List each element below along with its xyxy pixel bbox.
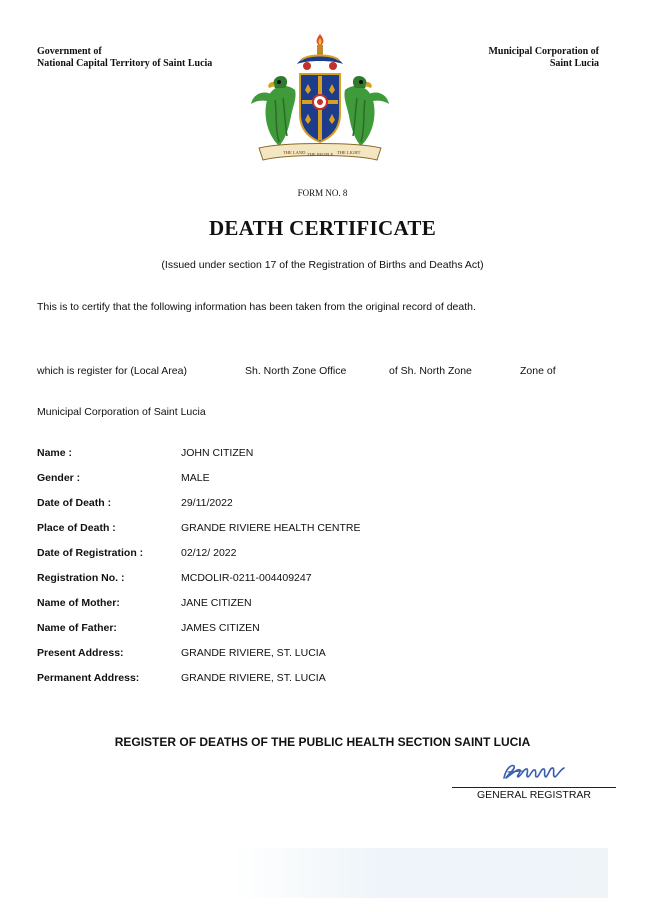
local-area-zone: of Sh. North Zone [389,365,472,377]
field-label: Name : [37,447,73,459]
issued-under-text: (Issued under section 17 of the Registration of Births and Deaths Act) [161,259,484,271]
local-area-zone-of: Zone of [520,365,556,377]
field-value: GRANDE RIVIERE HEALTH CENTRE [181,522,361,534]
field-value: MCDOLIR-0211-004409247 [181,572,312,584]
field-label: Name of Father: [37,622,117,634]
field-label: Permanent Address: [37,672,140,684]
field-label: Place of Death : [37,522,116,534]
field-value: JAMES CITIZEN [181,622,260,634]
municipal-line: Municipal Corporation of Saint Lucia [37,406,206,418]
field-label: Present Address: [37,647,124,659]
form-number: FORM NO. 8 [297,188,348,198]
header-right-line1: Municipal Corporation of [488,46,599,57]
field-value: GRANDE RIVIERE, ST. LUCIA [181,672,326,684]
coat-of-arms-icon [245,30,395,166]
field-value: MALE [181,472,210,484]
signature-line [452,787,616,788]
header-government [37,46,212,70]
motto-left: THE LAND [283,150,306,155]
field-value: 02/12/ 2022 [181,547,237,559]
scan-smudge [232,848,608,898]
local-area-office: Sh. North Zone Office [245,365,347,377]
field-label: Registration No. : [37,572,125,584]
field-label: Name of Mother: [37,597,120,609]
register-footer-title: REGISTER OF DEATHS OF THE PUBLIC HEALTH SECTION SAINT LUCIA [114,735,531,749]
certificate-title: DEATH CERTIFICATE [208,216,437,240]
local-area-label: which is register for (Local Area) [37,365,187,377]
field-label: Gender : [37,472,81,484]
certify-statement: This is to certify that the following information has been taken from the original record of death. [37,301,476,313]
general-registrar-label: GENERAL REGISTRAR [477,789,591,801]
header-municipal [488,46,599,70]
field-label: Date of Death : [37,497,112,509]
field-label: Date of Registration : [37,547,144,559]
header-left-line2: National Capital Territory of Saint Lucia [37,58,213,69]
field-value: GRANDE RIVIERE, ST. LUCIA [181,647,326,659]
header-left-line1: Government of [37,46,102,57]
header-right-line2: Saint Lucia [549,58,599,69]
field-value: JANE CITIZEN [181,597,252,609]
signature-icon [498,760,570,784]
motto-right: THE LIGHT [337,150,361,155]
motto-mid: THE PEOPLE [307,152,334,157]
field-value: 29/11/2022 [181,497,233,509]
field-value: JOHN CITIZEN [181,447,254,459]
